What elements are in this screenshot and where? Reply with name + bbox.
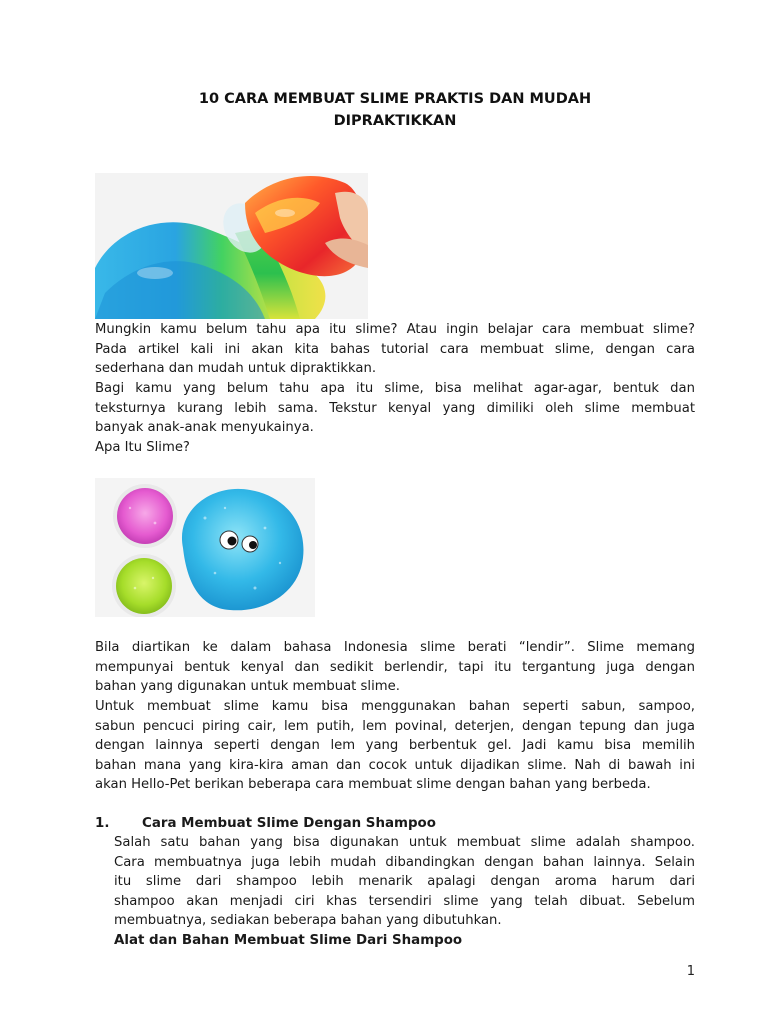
ingredients-line-5: akan Hello-Pet berikan beberapa cara membuat slime dengan bahan yang berbeda. (95, 777, 651, 793)
intro-line-3: sederhana dan mudah untuk dipraktikkan. (95, 361, 377, 377)
section-1-line-1: Salah satu bahan yang bisa digunakan untuk membuat slime adalah shampoo. (114, 835, 695, 850)
page-number: 1 (686, 964, 695, 979)
section-1-line-4: shampoo akan menjadi ciri khas tersendiri slime yang telah dibuat. Sebelum (114, 893, 695, 909)
ingredients-line-1: Untuk membuat slime kamu bisa menggunakan bahan seperti sabun, sampoo, (95, 699, 695, 714)
intro-line-1: Mungkin kamu belum tahu apa itu slime? Atau ingin belajar cara membuat slime? (95, 322, 695, 337)
title-line-1: 10 CARA MEMBUAT SLIME PRAKTIS DAN MUDAH (198, 91, 592, 107)
ingredients-line-2: sabun pencuci piring cair, lem putih, lem povinal, deterjen, dengan tepung dan juga (95, 718, 695, 734)
texture-paragraph (95, 379, 695, 438)
definition-line-1: Bila diartikan ke dalam bahasa Indonesia slime berati “lendir”. Slime memang (95, 640, 695, 655)
rainbow-slime-photo (95, 173, 368, 319)
section-1-subheading: Alat dan Bahan Membuat Slime Dari Shampoo (114, 933, 463, 948)
document-title (95, 88, 695, 132)
section-1-line-2: Cara membuatnya juga lebih mudah dibandingkan dengan bahan lainnya. Selain (114, 854, 695, 870)
ingredients-line-3: dengan lainnya seperti dengan lem yang berbentuk gel. Jadi kamu bisa memilih (95, 738, 695, 754)
intro-line-2: Pada artikel kali ini akan kita bahas tutorial cara membuat slime, dengan cara (95, 341, 695, 357)
definition-paragraph (95, 638, 695, 697)
definition-line-3: bahan yang digunakan untuk membuat slime. (95, 679, 400, 695)
definition-line-2: mempunyai bentuk kenyal dan sedikit berlendir, tapi itu tergantung juga dengan (95, 659, 695, 675)
texture-line-1: Bagi kamu yang belum tahu apa itu slime, bisa melihat agar-agar, bentuk dan (95, 381, 695, 396)
texture-line-2: teksturnya kurang lebih sama. Tekstur kenyal yang dimiliki oleh slime membuat (95, 400, 695, 416)
intro-paragraph (95, 320, 695, 379)
slime-jars-photo (95, 478, 315, 617)
title-line-2: DIPRAKTIKKAN (333, 113, 457, 129)
ingredients-line-4: bahan mana yang kira-kira aman dan cocok untuk dijadikan slime. Nah di bawah ini (95, 757, 695, 773)
what-is-slime-line: Apa Itu Slime? (95, 440, 190, 455)
section-1-line-3: itu slime dari shampoo lebih menarik apalagi dengan aroma harum dari (114, 874, 695, 890)
ingredients-paragraph (95, 697, 695, 795)
section-1-heading (95, 814, 695, 834)
texture-line-3: banyak anak-anak menyukainya. (95, 420, 314, 436)
section-1-title: Cara Membuat Slime Dengan Shampoo (142, 816, 436, 831)
section-1-body (114, 833, 695, 931)
section-1-line-5: membuatnya, sediakan beberapa bahan yang dibutuhkan. (114, 913, 502, 929)
section-1-number: 1. (95, 816, 110, 831)
